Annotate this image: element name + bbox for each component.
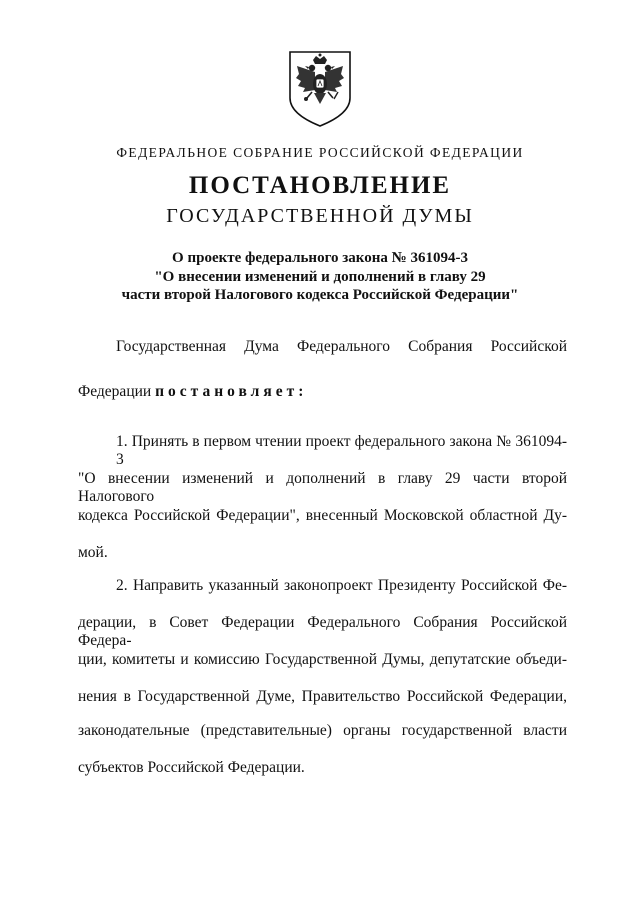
resolution-verb: постановляет:	[155, 383, 308, 400]
document-subject	[0, 249, 640, 305]
item-1-line: мой.	[78, 544, 108, 561]
item-1-line: кодекса Российской Федерации", внесенный Московской областной Ду-	[78, 507, 567, 524]
preamble-line: Государственная Дума Федерального Собрания Российской	[116, 338, 567, 355]
item-2-line: законодательные (представительные) органы государственной власти	[78, 722, 567, 739]
subject-line: части второй Налогового кодекса Российской Федерации"	[121, 287, 519, 303]
item-2-line: дерации, в Совет Федерации Федерального Собрания Российской Федера-	[78, 614, 567, 649]
item-1-line: "О внесении изменений и дополнений в главу 29 части второй Налогового	[78, 470, 567, 505]
document-title: ПОСТАНОВЛЕНИЕ	[188, 172, 452, 199]
subject-line: О проекте федерального закона № 361094-3	[172, 250, 468, 266]
preamble-subject: Федерации	[78, 383, 152, 400]
item-2-line: ции, комитеты и комиссию Государственной Думы, депутатские объеди-	[78, 651, 567, 668]
preamble-line	[78, 383, 567, 401]
item-2-line: нения в Государственной Думе, Правительство Российской Федерации,	[78, 688, 567, 705]
coat-of-arms-icon	[285, 48, 355, 130]
item-2-line: 2. Направить указанный законопроект Президенту Российской Фе-	[116, 577, 567, 594]
item-2-line: субъектов Российской Федерации.	[78, 759, 305, 776]
document-subtitle: ГОСУДАРСТВЕННОЙ ДУМЫ	[166, 205, 474, 227]
organization-name: ФЕДЕРАЛЬНОЕ СОБРАНИЕ РОССИЙСКОЙ ФЕДЕРАЦИИ	[116, 145, 524, 160]
subject-line: "О внесении изменений и дополнений в главу 29	[154, 268, 486, 285]
item-1-line: 1. Принять в первом чтении проект федерального закона № 361094-3	[116, 433, 567, 468]
